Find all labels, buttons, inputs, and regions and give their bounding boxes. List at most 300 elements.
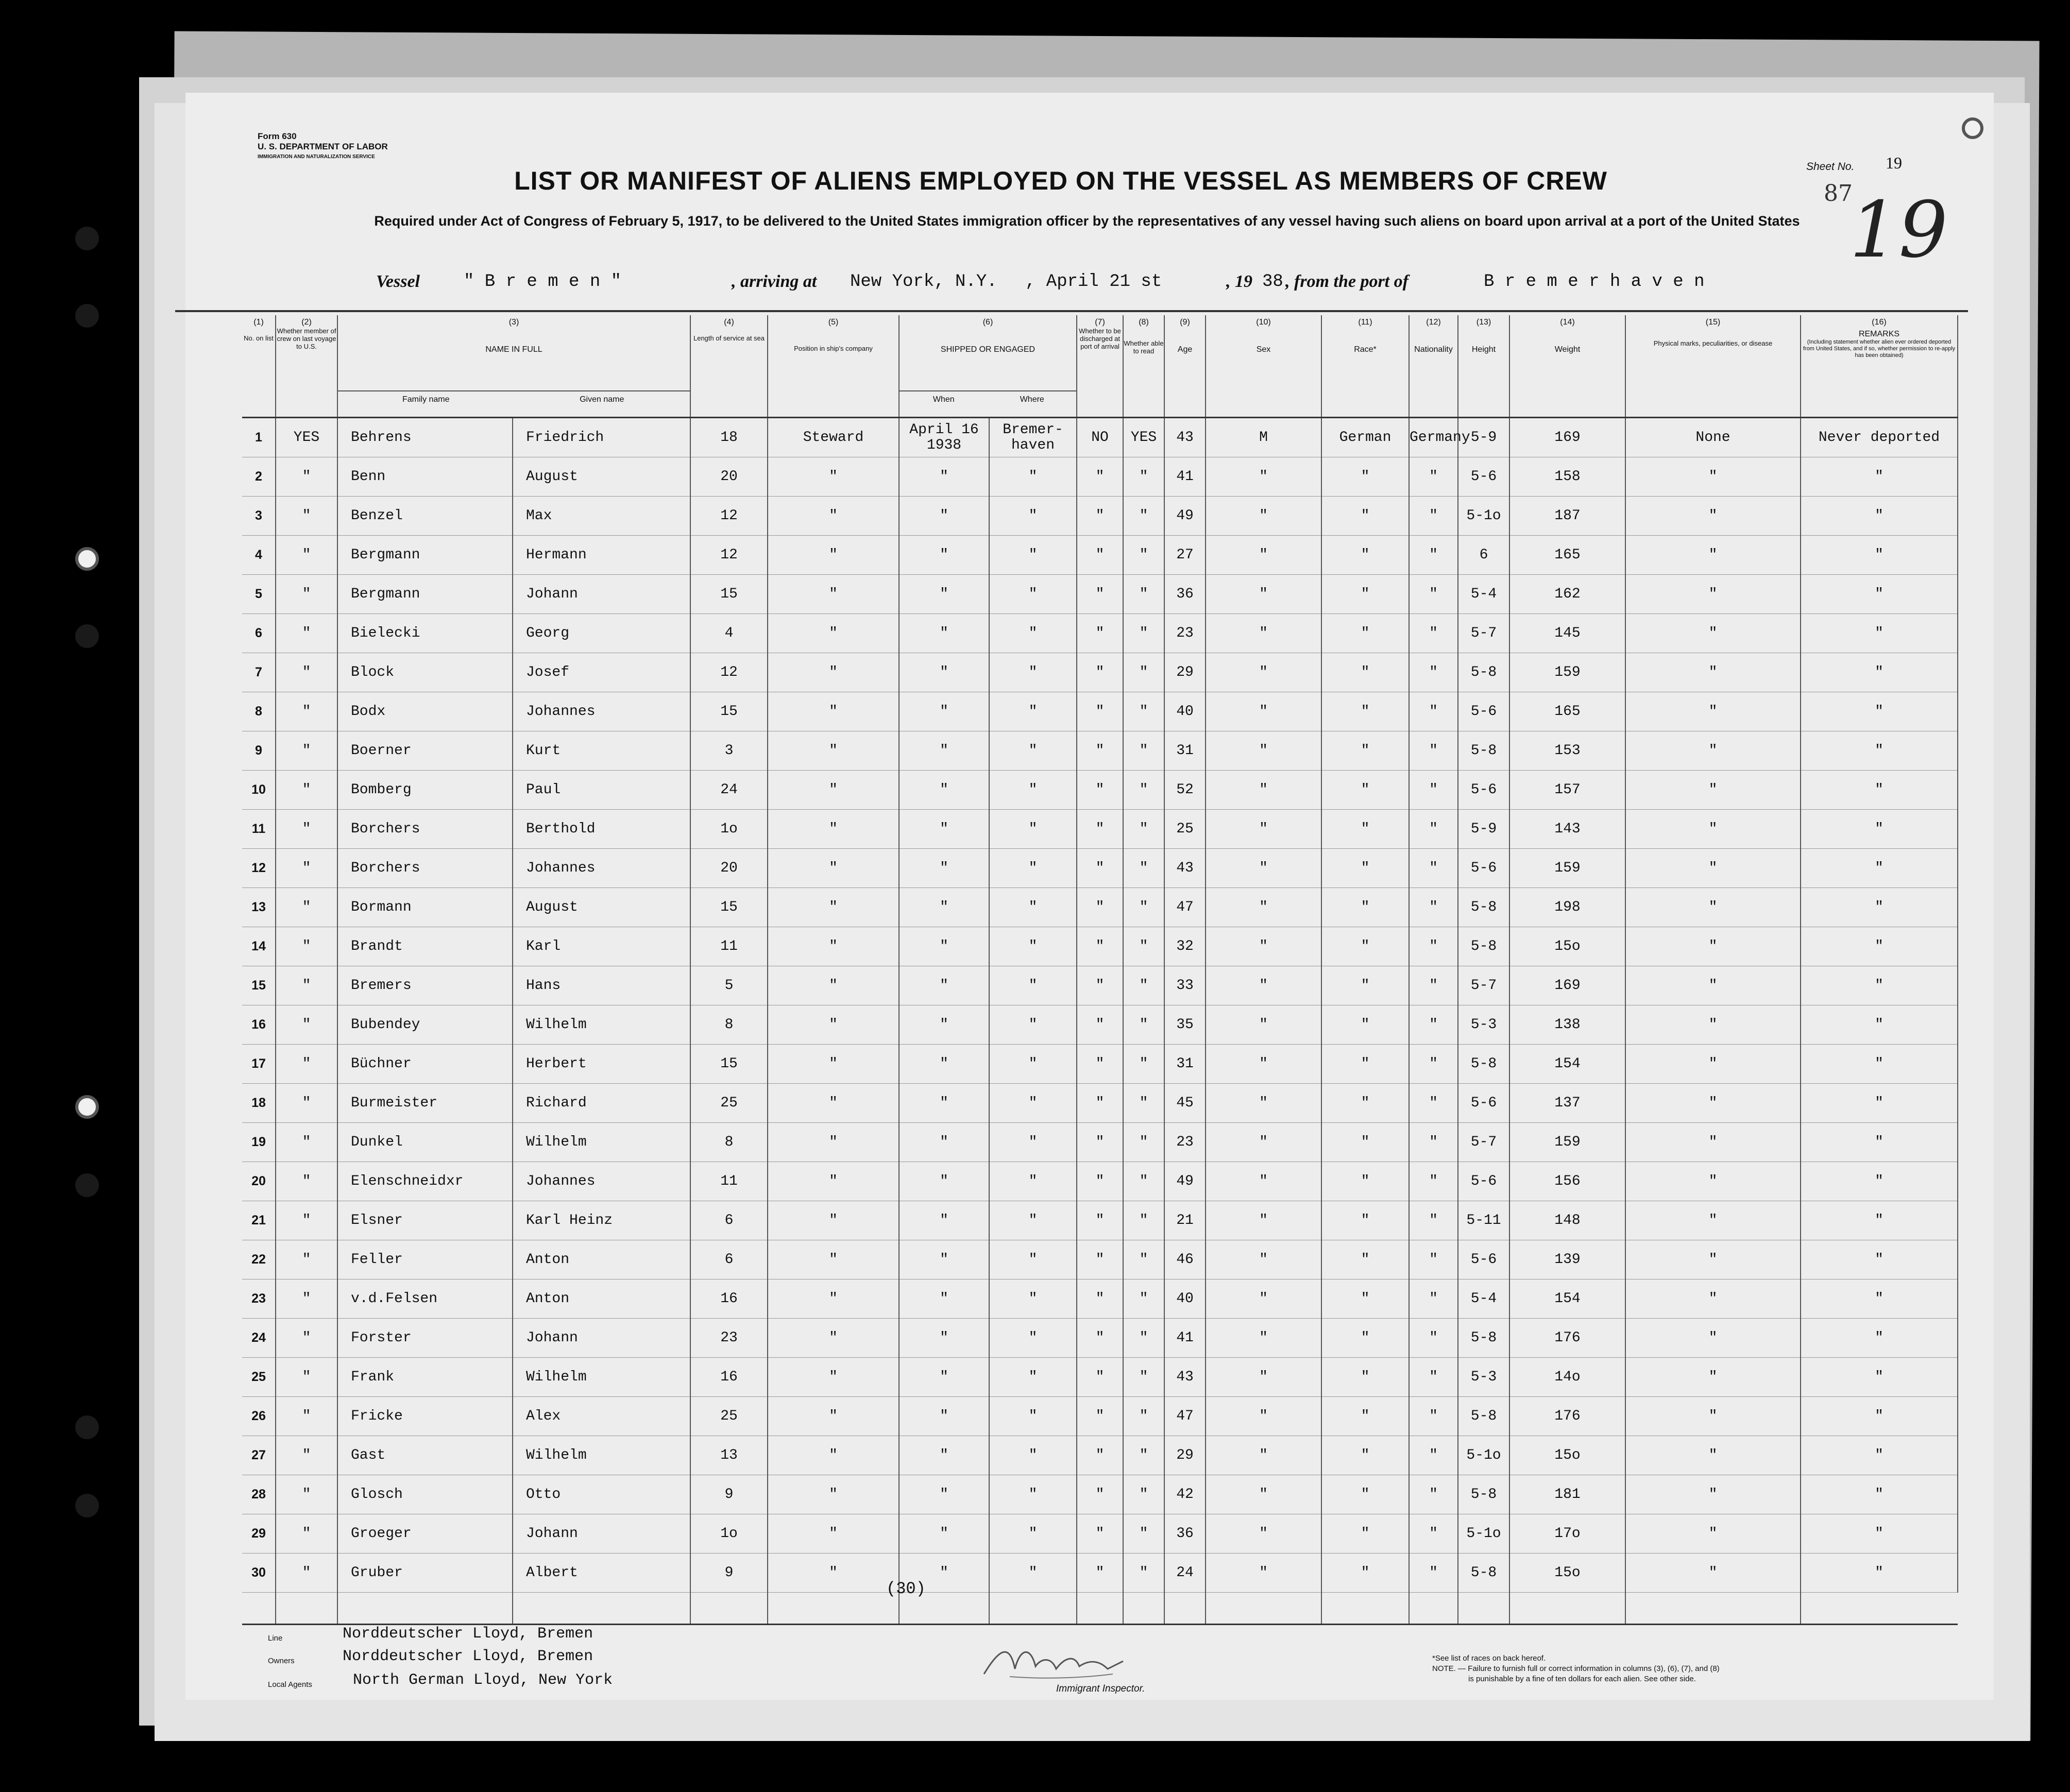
cell-crew: " [276,457,337,497]
cell-weight: 169 [1509,418,1625,457]
cell-weight: 138 [1509,1005,1625,1045]
cell-age: 47 [1164,1397,1206,1436]
cell-no: 21 [242,1201,276,1240]
cell-position: " [768,1514,899,1554]
cell-no: 20 [242,1162,276,1201]
cell-where: " [989,1358,1077,1397]
cell-when: " [899,1436,989,1475]
cell-position: " [768,1436,899,1475]
cell-sex: " [1206,1358,1321,1397]
cell-given: Johann [513,1319,690,1358]
from-port-label: , from the port of [1285,272,1409,291]
cell-service: 1o [690,1514,768,1554]
cell-race: " [1321,1201,1409,1240]
cell-marks: " [1625,1475,1801,1514]
cell-where: " [989,653,1077,692]
cell-age: 36 [1164,575,1206,614]
cell-no: 10 [242,771,276,810]
col-header-family: Family name [402,395,450,404]
cell-weight: 176 [1509,1319,1625,1358]
cell-given: Alex [513,1397,690,1436]
cell-discharge: " [1077,849,1123,888]
cell-age: 31 [1164,731,1206,771]
cell-sex: " [1206,457,1321,497]
cell-age: 32 [1164,927,1206,966]
cell-discharge: " [1077,1279,1123,1319]
cell-discharge: NO [1077,418,1123,457]
table-row [242,1240,1958,1279]
cell-no: 29 [242,1514,276,1554]
col-num: (9) [1180,318,1190,327]
cell-remarks: " [1801,1358,1958,1397]
cell-height: 5-3 [1458,1358,1509,1397]
cell-weight: 159 [1509,653,1625,692]
cell-nationality: " [1409,653,1458,692]
cell-where: " [989,1005,1077,1045]
cell-discharge: " [1077,771,1123,810]
table-row [242,1475,1958,1514]
cell-sex: " [1206,1123,1321,1162]
cell-nationality: " [1409,1123,1458,1162]
cell-read: " [1123,966,1164,1005]
cell-read: " [1123,653,1164,692]
cell-sex: " [1206,1319,1321,1358]
cell-given: Friedrich [513,418,690,457]
cell-where: " [989,497,1077,536]
cell-family: Bubendey [337,1005,513,1045]
cell-given: Wilhelm [513,1436,690,1475]
cell-weight: 15o [1509,1436,1625,1475]
cell-no: 19 [242,1123,276,1162]
cell-service: 6 [690,1240,768,1279]
cell-race: " [1321,497,1409,536]
cell-sex: " [1206,1045,1321,1084]
cell-height: 5-7 [1458,966,1509,1005]
cell-race: " [1321,1554,1409,1593]
cell-family: Borchers [337,810,513,849]
cell-marks: " [1625,966,1801,1005]
arriving-label: , arriving at [732,272,817,291]
cell-marks: " [1625,1554,1801,1593]
cell-weight: 181 [1509,1475,1625,1514]
cell-discharge: " [1077,457,1123,497]
cell-where: " [989,692,1077,731]
cell-remarks: Never deported [1801,418,1958,457]
cell-remarks: " [1801,497,1958,536]
cell-height: 5-1o [1458,1436,1509,1475]
cell-height: 5-11 [1458,1201,1509,1240]
cell-discharge: " [1077,966,1123,1005]
cell-weight: 154 [1509,1045,1625,1084]
cell-nationality: " [1409,1475,1458,1514]
inspector-label: Immigrant Inspector. [1056,1683,1145,1694]
cell-position: " [768,1045,899,1084]
col-num: (1) [253,318,264,327]
cell-weight: 187 [1509,497,1625,536]
cell-position: " [768,1162,899,1201]
cell-given: Karl Heinz [513,1201,690,1240]
cell-service: 25 [690,1084,768,1123]
table-row [242,1045,1958,1084]
cell-marks: " [1625,731,1801,771]
cell-position: " [768,1279,899,1319]
cell-service: 9 [690,1554,768,1593]
cell-remarks: " [1801,927,1958,966]
arrival-date: , April 21 st [1025,272,1162,292]
cell-read: " [1123,927,1164,966]
service: IMMIGRATION AND NATURALIZATION SERVICE [258,154,375,160]
cell-discharge: " [1077,1162,1123,1201]
cell-remarks: " [1801,888,1958,927]
cell-height: 5-6 [1458,1084,1509,1123]
cell-no: 23 [242,1279,276,1319]
cell-age: 24 [1164,1554,1206,1593]
cell-crew: " [276,1084,337,1123]
cell-when: " [899,536,989,575]
cell-service: 11 [690,927,768,966]
cell-service: 15 [690,692,768,731]
cell-family: Behrens [337,418,513,457]
cell-read: " [1123,1358,1164,1397]
cell-family: Borchers [337,849,513,888]
cell-no: 8 [242,692,276,731]
arriving-place: New York, N.Y. [850,272,997,292]
note-fine: NOTE. — Failure to furnish full or correct information in columns (3), (6), (7), and (8) [1432,1664,1720,1673]
cell-nationality: " [1409,1436,1458,1475]
cell-when: " [899,1123,989,1162]
table-row [242,810,1958,849]
cell-discharge: " [1077,1397,1123,1436]
cell-position: " [768,888,899,927]
sheet-label: Sheet No. [1806,161,1855,173]
cell-service: 15 [690,888,768,927]
cell-when: " [899,1397,989,1436]
cell-service: 11 [690,1162,768,1201]
cell-read: " [1123,1201,1164,1240]
cell-crew: " [276,1514,337,1554]
cell-remarks: " [1801,1084,1958,1123]
cell-read: YES [1123,418,1164,457]
col-num: (3) [508,318,519,327]
cell-race: " [1321,1162,1409,1201]
table-row [242,731,1958,771]
cell-position: " [768,536,899,575]
cell-position: " [768,1123,899,1162]
cell-discharge: " [1077,1358,1123,1397]
cell-family: Bielecki [337,614,513,653]
cell-height: 5-8 [1458,1397,1509,1436]
vessel-label: Vessel [376,272,420,291]
cell-where: " [989,1240,1077,1279]
col-num: (12) [1426,318,1441,327]
cell-weight: 15o [1509,1554,1625,1593]
col-header-no: No. on list [244,334,274,342]
cell-where: " [989,888,1077,927]
cell-no: 2 [242,457,276,497]
cell-race: " [1321,888,1409,927]
cell-service: 1o [690,810,768,849]
cell-family: Gast [337,1436,513,1475]
cell-age: 33 [1164,966,1206,1005]
cell-nationality: " [1409,1162,1458,1201]
cell-family: Gruber [337,1554,513,1593]
cell-sex: " [1206,1514,1321,1554]
cell-no: 18 [242,1084,276,1123]
cell-age: 25 [1164,810,1206,849]
cell-sex: " [1206,1436,1321,1475]
cell-when: " [899,771,989,810]
cell-height: 5-6 [1458,457,1509,497]
cell-where: " [989,1554,1077,1593]
cell-given: Wilhelm [513,1358,690,1397]
department: U. S. DEPARTMENT OF LABOR [258,142,388,151]
cell-height: 5-6 [1458,1162,1509,1201]
cell-no: 15 [242,966,276,1005]
cell-remarks: " [1801,849,1958,888]
cell-position: " [768,1240,899,1279]
year-suffix: 38 [1262,272,1283,292]
cell-discharge: " [1077,536,1123,575]
cell-where: " [989,1436,1077,1475]
cell-remarks: " [1801,1397,1958,1436]
cell-marks: " [1625,1514,1801,1554]
table-row [242,614,1958,653]
cell-where: " [989,1319,1077,1358]
cell-nationality: " [1409,1514,1458,1554]
cell-where: " [989,810,1077,849]
cell-read: " [1123,1436,1164,1475]
cell-age: 49 [1164,497,1206,536]
cell-position: " [768,849,899,888]
cell-crew: " [276,1436,337,1475]
cell-nationality: " [1409,927,1458,966]
cell-service: 13 [690,1436,768,1475]
cell-crew: " [276,966,337,1005]
cell-sex: " [1206,1279,1321,1319]
sheet-number: 19 [1886,153,1902,172]
cell-nationality: " [1409,849,1458,888]
cell-marks: " [1625,927,1801,966]
cell-position: " [768,1475,899,1514]
cell-position: " [768,731,899,771]
cell-race: " [1321,575,1409,614]
cell-family: v.d.Felsen [337,1279,513,1319]
cell-read: " [1123,575,1164,614]
cell-service: 12 [690,536,768,575]
table-row [242,1201,1958,1240]
cell-when: " [899,575,989,614]
cell-where: " [989,1123,1077,1162]
cell-family: Elsner [337,1201,513,1240]
cell-nationality: " [1409,1240,1458,1279]
cell-family: Fricke [337,1397,513,1436]
col-num: (15) [1705,318,1721,327]
cell-marks: " [1625,1358,1801,1397]
cell-no: 5 [242,575,276,614]
cell-height: 5-6 [1458,849,1509,888]
handwritten-87: 87 [1824,180,1853,207]
cell-family: Büchner [337,1045,513,1084]
cell-nationality: " [1409,966,1458,1005]
cell-where: " [989,731,1077,771]
cell-position: " [768,1084,899,1123]
cell-marks: " [1625,497,1801,536]
cell-age: 23 [1164,1123,1206,1162]
cell-race: " [1321,1084,1409,1123]
cell-race: " [1321,771,1409,810]
table-header-row [242,315,1958,418]
cell-read: " [1123,849,1164,888]
cell-when: " [899,653,989,692]
cell-no: 26 [242,1397,276,1436]
cell-given: Anton [513,1240,690,1279]
cell-nationality: " [1409,692,1458,731]
cell-service: 5 [690,966,768,1005]
cell-where: " [989,457,1077,497]
col-num: (7) [1095,318,1105,327]
table-row [242,1436,1958,1475]
cell-sex: " [1206,966,1321,1005]
table-row [242,927,1958,966]
cell-sex: " [1206,731,1321,771]
cell-service: 12 [690,653,768,692]
cell-service: 8 [690,1005,768,1045]
table-row [242,1514,1958,1554]
cell-given: Johannes [513,849,690,888]
cell-read: " [1123,1045,1164,1084]
cell-discharge: " [1077,888,1123,927]
cell-position: " [768,614,899,653]
cell-nationality: Germany [1409,418,1458,457]
col-header-height: Height [1471,345,1496,354]
cell-no: 3 [242,497,276,536]
agents-value: North German Lloyd, New York [353,1671,613,1689]
cell-read: " [1123,1514,1164,1554]
cell-given: Johannes [513,1162,690,1201]
cell-marks: " [1625,1123,1801,1162]
cell-crew: " [276,1554,337,1593]
cell-height: 5-1o [1458,1514,1509,1554]
table-row [242,849,1958,888]
col-header-remarks-note: (Including statement whether alien ever ordered deported from United States, and if so, whether permission to re-apply has been obtained) [1803,339,1956,359]
binder-hole [1962,117,1983,139]
cell-race: " [1321,1279,1409,1319]
cell-no: 16 [242,1005,276,1045]
cell-discharge: " [1077,1123,1123,1162]
table-row [242,1162,1958,1201]
cell-remarks: " [1801,1240,1958,1279]
cell-sex: " [1206,1084,1321,1123]
cell-nationality: " [1409,1084,1458,1123]
cell-crew: " [276,927,337,966]
cell-family: Bormann [337,888,513,927]
cell-discharge: " [1077,653,1123,692]
cell-remarks: " [1801,1045,1958,1084]
cell-crew: " [276,1240,337,1279]
cell-marks: " [1625,1240,1801,1279]
cell-race: " [1321,1123,1409,1162]
cell-crew: " [276,497,337,536]
table-row [242,536,1958,575]
note-races: *See list of races on back hereof. [1432,1654,1546,1663]
cell-crew: " [276,810,337,849]
table-row [242,1005,1958,1045]
cell-sex: " [1206,1397,1321,1436]
cell-height: 5-8 [1458,1319,1509,1358]
line-value: Norddeutscher Lloyd, Bremen [343,1625,593,1643]
cell-where: " [989,1514,1077,1554]
cell-when: " [899,849,989,888]
cell-when: " [899,497,989,536]
cell-remarks: " [1801,771,1958,810]
cell-crew: " [276,1005,337,1045]
cell-discharge: " [1077,1319,1123,1358]
cell-weight: 14o [1509,1358,1625,1397]
cell-remarks: " [1801,966,1958,1005]
col-header-when: When [932,395,955,404]
cell-position: " [768,927,899,966]
cell-weight: 159 [1509,849,1625,888]
cell-nationality: " [1409,497,1458,536]
col-header-race: Race* [1354,345,1377,354]
cell-no: 14 [242,927,276,966]
cell-position: " [768,1358,899,1397]
cell-crew: " [276,771,337,810]
cell-crew: " [276,1475,337,1514]
cell-no: 6 [242,614,276,653]
cell-discharge: " [1077,1005,1123,1045]
page-subtitle: Required under Act of Congress of February 5, 1917, to be delivered to the United States immigration officer by the representatives of any vessel having such aliens on board upon arrival at a port of the United States [374,213,1800,229]
cell-position: " [768,810,899,849]
cell-service: 15 [690,1045,768,1084]
cell-remarks: " [1801,731,1958,771]
col-header-age: Age [1177,345,1193,354]
table-row [242,1279,1958,1319]
cell-sex: " [1206,927,1321,966]
col-num: (13) [1476,318,1491,327]
form-number: Form 630 [258,131,297,141]
cell-given: Otto [513,1475,690,1514]
binder-hole [75,1173,99,1197]
cell-age: 23 [1164,614,1206,653]
cell-where: " [989,1475,1077,1514]
cell-service: 25 [690,1397,768,1436]
cell-given: Max [513,497,690,536]
cell-sex: " [1206,692,1321,731]
table-row [242,418,1958,457]
cell-age: 41 [1164,457,1206,497]
cell-service: 16 [690,1279,768,1319]
cell-marks: " [1625,810,1801,849]
cell-when: " [899,1201,989,1240]
cell-weight: 169 [1509,966,1625,1005]
cell-sex: " [1206,1240,1321,1279]
cell-marks: " [1625,1319,1801,1358]
cell-height: 5-8 [1458,888,1509,927]
cell-family: Groeger [337,1514,513,1554]
cell-marks: " [1625,771,1801,810]
col-header-service: Length of service at sea [693,334,765,342]
cell-crew: " [276,653,337,692]
cell-age: 52 [1164,771,1206,810]
cell-crew: " [276,1045,337,1084]
binder-hole [75,227,99,250]
cell-where: " [989,927,1077,966]
col-header-where: Where [1020,395,1044,404]
cell-when: " [899,888,989,927]
cell-read: " [1123,810,1164,849]
year-prefix: , 19 [1226,272,1252,291]
